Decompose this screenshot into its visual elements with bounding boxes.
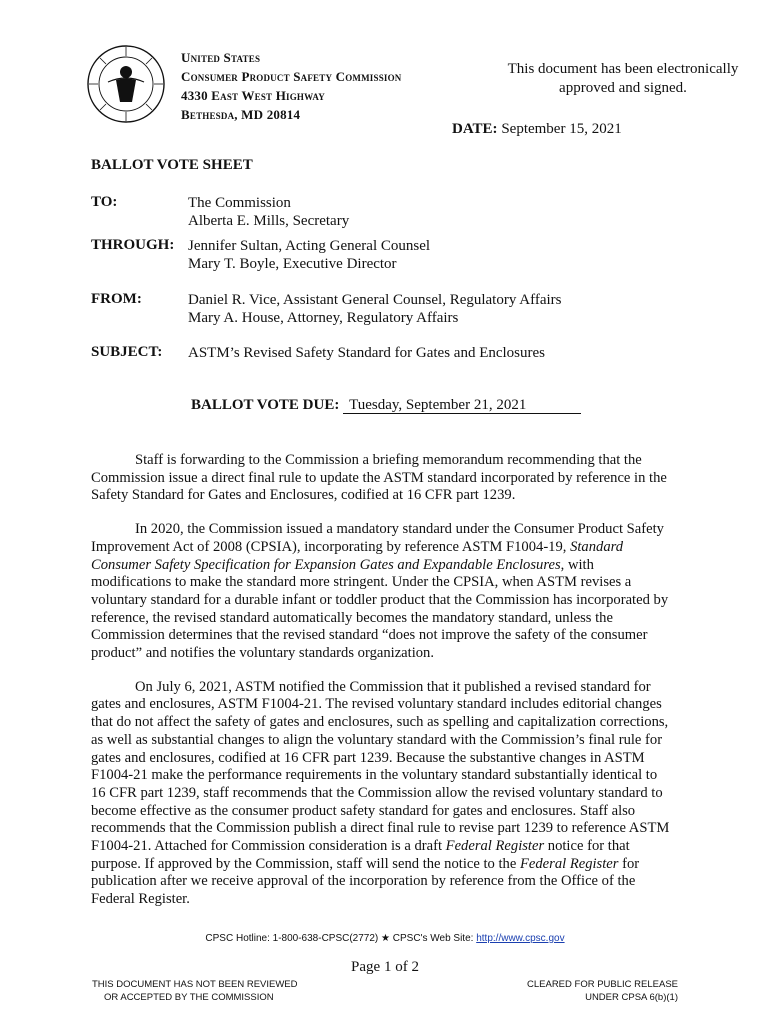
- subject-value: ASTM’s Revised Safety Standard for Gates and Enclosures: [188, 345, 546, 361]
- paragraph-1: Staff is forwarding to the Commission a briefing memorandum recommending that the Commission issue a direct final rule to update the ASTM standard incorporated by reference in the Safety Standard for Gates and Enclosures, codified at 16 CFR part 1239.: [91, 452, 667, 504]
- from-label: FROM:: [91, 291, 142, 307]
- paragraph-3-text: notice for that purpose. If approved by the Commission, staff will send the notice to the: [91, 838, 630, 872]
- agency-name-line2: Consumer Product Safety Commission: [181, 69, 402, 84]
- review-notice: [92, 978, 298, 1004]
- address-line2: Bethesda, MD 20814: [181, 107, 301, 122]
- through-line: Jennifer Sultan, Acting General Counsel: [188, 238, 431, 254]
- standard-title: Standard Consumer Safety Specification for Expansion Gates and Expandable Enclosures: [91, 538, 624, 573]
- website-link[interactable]: http://www.cpsc.gov: [476, 933, 565, 944]
- cpsc-seal-icon: [86, 44, 166, 124]
- clearance-line: CLEARED FOR PUBLIC RELEASE: [527, 979, 678, 990]
- paragraph-3-text: for publication after we receive approval of the incorporation by reference from the Office of the Federal Register.: [91, 855, 640, 908]
- to-label: TO:: [91, 194, 118, 210]
- from-value: [188, 291, 561, 327]
- agency-name-line1: United States: [181, 50, 261, 65]
- memo-body: [91, 452, 673, 925]
- due-value: Tuesday, September 21, 2021: [343, 397, 581, 414]
- clearance-notice: [527, 978, 678, 1004]
- date-line: [452, 121, 622, 138]
- paragraph-3: [91, 679, 673, 909]
- agency-block: [181, 48, 402, 124]
- clearance-line: UNDER CPSA 6(b)(1): [585, 992, 678, 1003]
- memo-title: BALLOT VOTE SHEET: [91, 157, 253, 173]
- hotline-text: CPSC Hotline: 1-800-638-CPSC(2772) ★ CPSC's Web Site:: [205, 933, 477, 944]
- from-line: Mary A. House, Attorney, Regulatory Affairs: [188, 310, 459, 326]
- federal-register-italic: Federal Register: [445, 838, 545, 855]
- to-value: [188, 194, 349, 230]
- date-label: DATE:: [452, 121, 498, 137]
- ballot-vote-due: [191, 397, 581, 414]
- address-line1: 4330 East West Highway: [181, 88, 325, 103]
- subject-label: SUBJECT:: [91, 344, 163, 360]
- paragraph-3-text: On July 6, 2021, ASTM notified the Commission that it published a revised standard for gates and enclosures, ASTM F1004-21. The revised voluntary standard includes editorial changes that do not affect the safety of gates and enclosures, such as spelling and capitalization corrections, as well as substantial changes to align the voluntary standard with the Commission’s final rule for gates and enclosures, codified at 16 CFR part 1239. Because the substantive changes in ASTM F1004-21 make the performance requirements in the voluntary standard substantially identical to 16 CFR part 1239, staff recommends that the Commission allow the revised voluntary standard to become effective as the consumer product safety standard for gates and enclosures. Staff also recommends that the Commission publish a direct final rule to revise part 1239 to reference ASTM F1004-21. Attached for Commission consideration is a draft: [91, 678, 670, 855]
- review-notice-line: THIS DOCUMENT HAS NOT BEEN REVIEWED: [92, 979, 298, 990]
- due-label: BALLOT VOTE DUE:: [191, 397, 340, 413]
- through-label: THROUGH:: [91, 237, 175, 253]
- page-number: Page 1 of 2: [351, 959, 419, 975]
- review-notice-line: OR ACCEPTED BY THE COMMISSION: [104, 992, 274, 1003]
- from-line: Daniel R. Vice, Assistant General Counsel, Regulatory Affairs: [188, 292, 562, 308]
- federal-register-italic: Federal Register: [519, 855, 619, 872]
- paragraph-2-text: , with modifications to make the standard more stringent. Under the CPSIA, when ASTM revises a voluntary standard for a durable infant or toddler product that the Commission has incorporated by reference, the revised standard automatically becomes the mandatory standard, unless the Commission determines that the revised standard “does not improve the safety of the consumer product” and notifies the voluntary standards organization.: [91, 556, 669, 662]
- paragraph-2-text: In 2020, the Commission issued a mandatory standard under the Consumer Product Safety Improvement Act of 2008 (CPSIA), incorporating by reference ASTM F1004-19,: [91, 521, 664, 555]
- signed-notice: This document has been electronically approved and signed.: [507, 61, 739, 96]
- paragraph-2: [91, 521, 673, 663]
- footer-contact: [0, 933, 770, 944]
- to-line: The Commission: [188, 195, 291, 211]
- through-line: Mary T. Boyle, Executive Director: [188, 256, 397, 272]
- to-line: Alberta E. Mills, Secretary: [188, 213, 350, 229]
- through-value: [188, 237, 430, 273]
- date-value: September 15, 2021: [501, 121, 622, 137]
